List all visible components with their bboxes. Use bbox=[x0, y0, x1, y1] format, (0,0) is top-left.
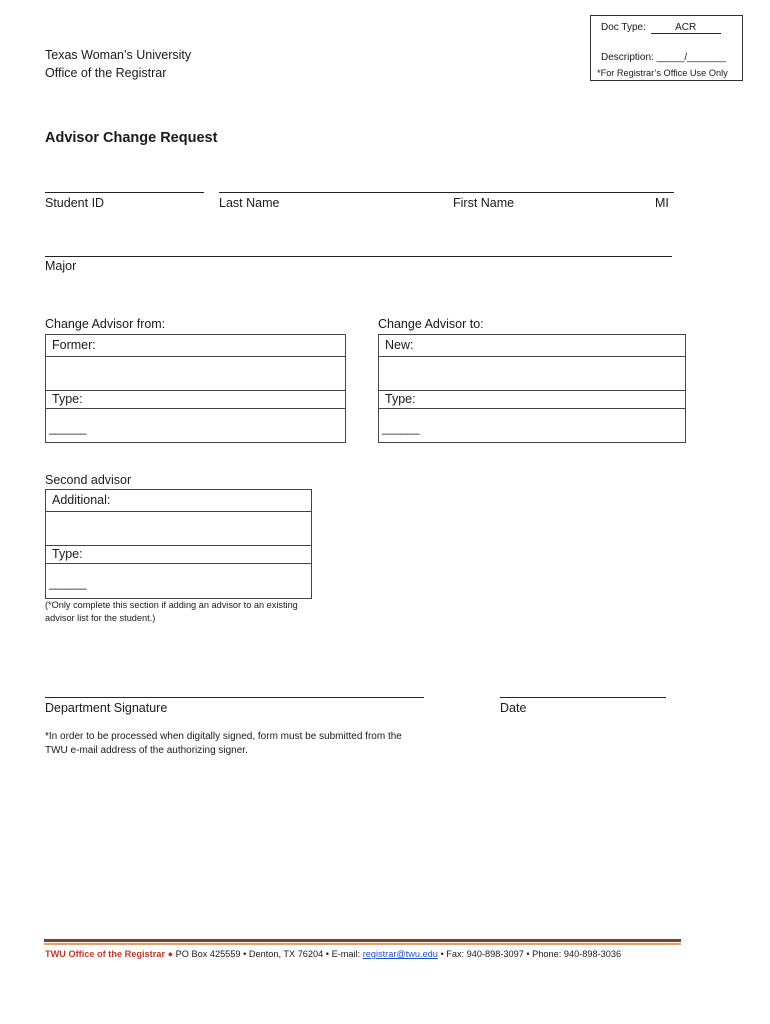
mi-label: MI bbox=[655, 196, 669, 210]
footer-bar-dark bbox=[44, 939, 681, 942]
last-name-label: Last Name bbox=[219, 196, 280, 210]
new-label: New: bbox=[385, 338, 414, 352]
footer-contact: • Fax: 940-898-3097 • Phone: 940-898-3036 bbox=[437, 949, 622, 959]
footer-address: PO Box 425559 • Denton, TX 76204 • E-mail: bbox=[173, 949, 363, 959]
footer-bullet: ● bbox=[167, 949, 174, 959]
registrar-use-box bbox=[590, 15, 743, 81]
former-label-cell bbox=[46, 335, 345, 357]
from-type-field[interactable] bbox=[46, 409, 345, 442]
department-signature-line[interactable] bbox=[45, 697, 424, 698]
from-type-label-cell bbox=[46, 391, 345, 409]
first-name-label: First Name bbox=[453, 196, 515, 210]
footer-text bbox=[45, 949, 621, 959]
page-title: Advisor Change Request bbox=[45, 130, 218, 146]
signature-note-line2: TWU e-mail address of the authorizing signer. bbox=[45, 745, 248, 756]
additional-advisor-field[interactable] bbox=[46, 512, 311, 546]
second-type-label: Type: bbox=[52, 547, 83, 561]
footer-bar-light bbox=[44, 943, 681, 945]
registrar-use-note: *For Registrar’s Office Use Only bbox=[597, 68, 728, 78]
name-line[interactable] bbox=[219, 192, 674, 193]
second-advisor-heading: Second advisor bbox=[45, 473, 132, 487]
student-id-label: Student ID bbox=[45, 196, 105, 210]
additional-label: Additional: bbox=[52, 493, 111, 507]
change-to-heading: Change Advisor to: bbox=[378, 317, 484, 331]
second-type-blank: ______ bbox=[49, 576, 87, 590]
second-type-field[interactable] bbox=[46, 564, 311, 598]
major-line[interactable] bbox=[45, 256, 672, 257]
former-advisor-field[interactable] bbox=[46, 357, 345, 391]
date-label: Date bbox=[500, 701, 527, 715]
from-type-label: Type: bbox=[52, 392, 83, 406]
change-to-table bbox=[378, 334, 686, 443]
second-type-label-cell bbox=[46, 546, 311, 564]
additional-label-cell bbox=[46, 490, 311, 512]
to-type-blank: ______ bbox=[382, 421, 420, 435]
second-advisor-note-line1: (*Only complete this section if adding an advisor to an existing bbox=[45, 600, 298, 610]
description-label: Description: _____/_______ bbox=[601, 52, 727, 63]
doc-type-value: ACR bbox=[651, 22, 721, 34]
former-label: Former: bbox=[52, 338, 96, 352]
footer-office: TWU Office of the Registrar bbox=[45, 949, 165, 959]
new-label-cell bbox=[379, 335, 685, 357]
to-type-label: Type: bbox=[385, 392, 416, 406]
footer-email-link[interactable]: registrar@twu.edu bbox=[362, 949, 438, 959]
doc-type-row bbox=[601, 22, 721, 34]
signature-note-line1: *In order to be processed when digitally signed, form must be submitted from the bbox=[45, 731, 402, 742]
from-type-blank: ______ bbox=[49, 421, 87, 435]
department-signature-label: Department Signature bbox=[45, 701, 168, 715]
student-id-line[interactable] bbox=[45, 192, 204, 193]
new-advisor-field[interactable] bbox=[379, 357, 685, 391]
to-type-label-cell bbox=[379, 391, 685, 409]
university-name: Texas Woman’s University bbox=[45, 48, 192, 62]
to-type-field[interactable] bbox=[379, 409, 685, 442]
date-line[interactable] bbox=[500, 697, 666, 698]
change-from-table bbox=[45, 334, 346, 443]
doc-type-label: Doc Type: bbox=[601, 22, 646, 33]
second-advisor-table bbox=[45, 489, 312, 599]
major-label: Major bbox=[45, 259, 77, 273]
second-advisor-note-line2: advisor list for the student.) bbox=[45, 613, 156, 623]
change-from-heading: Change Advisor from: bbox=[45, 317, 166, 331]
office-name: Office of the Registrar bbox=[45, 66, 167, 80]
